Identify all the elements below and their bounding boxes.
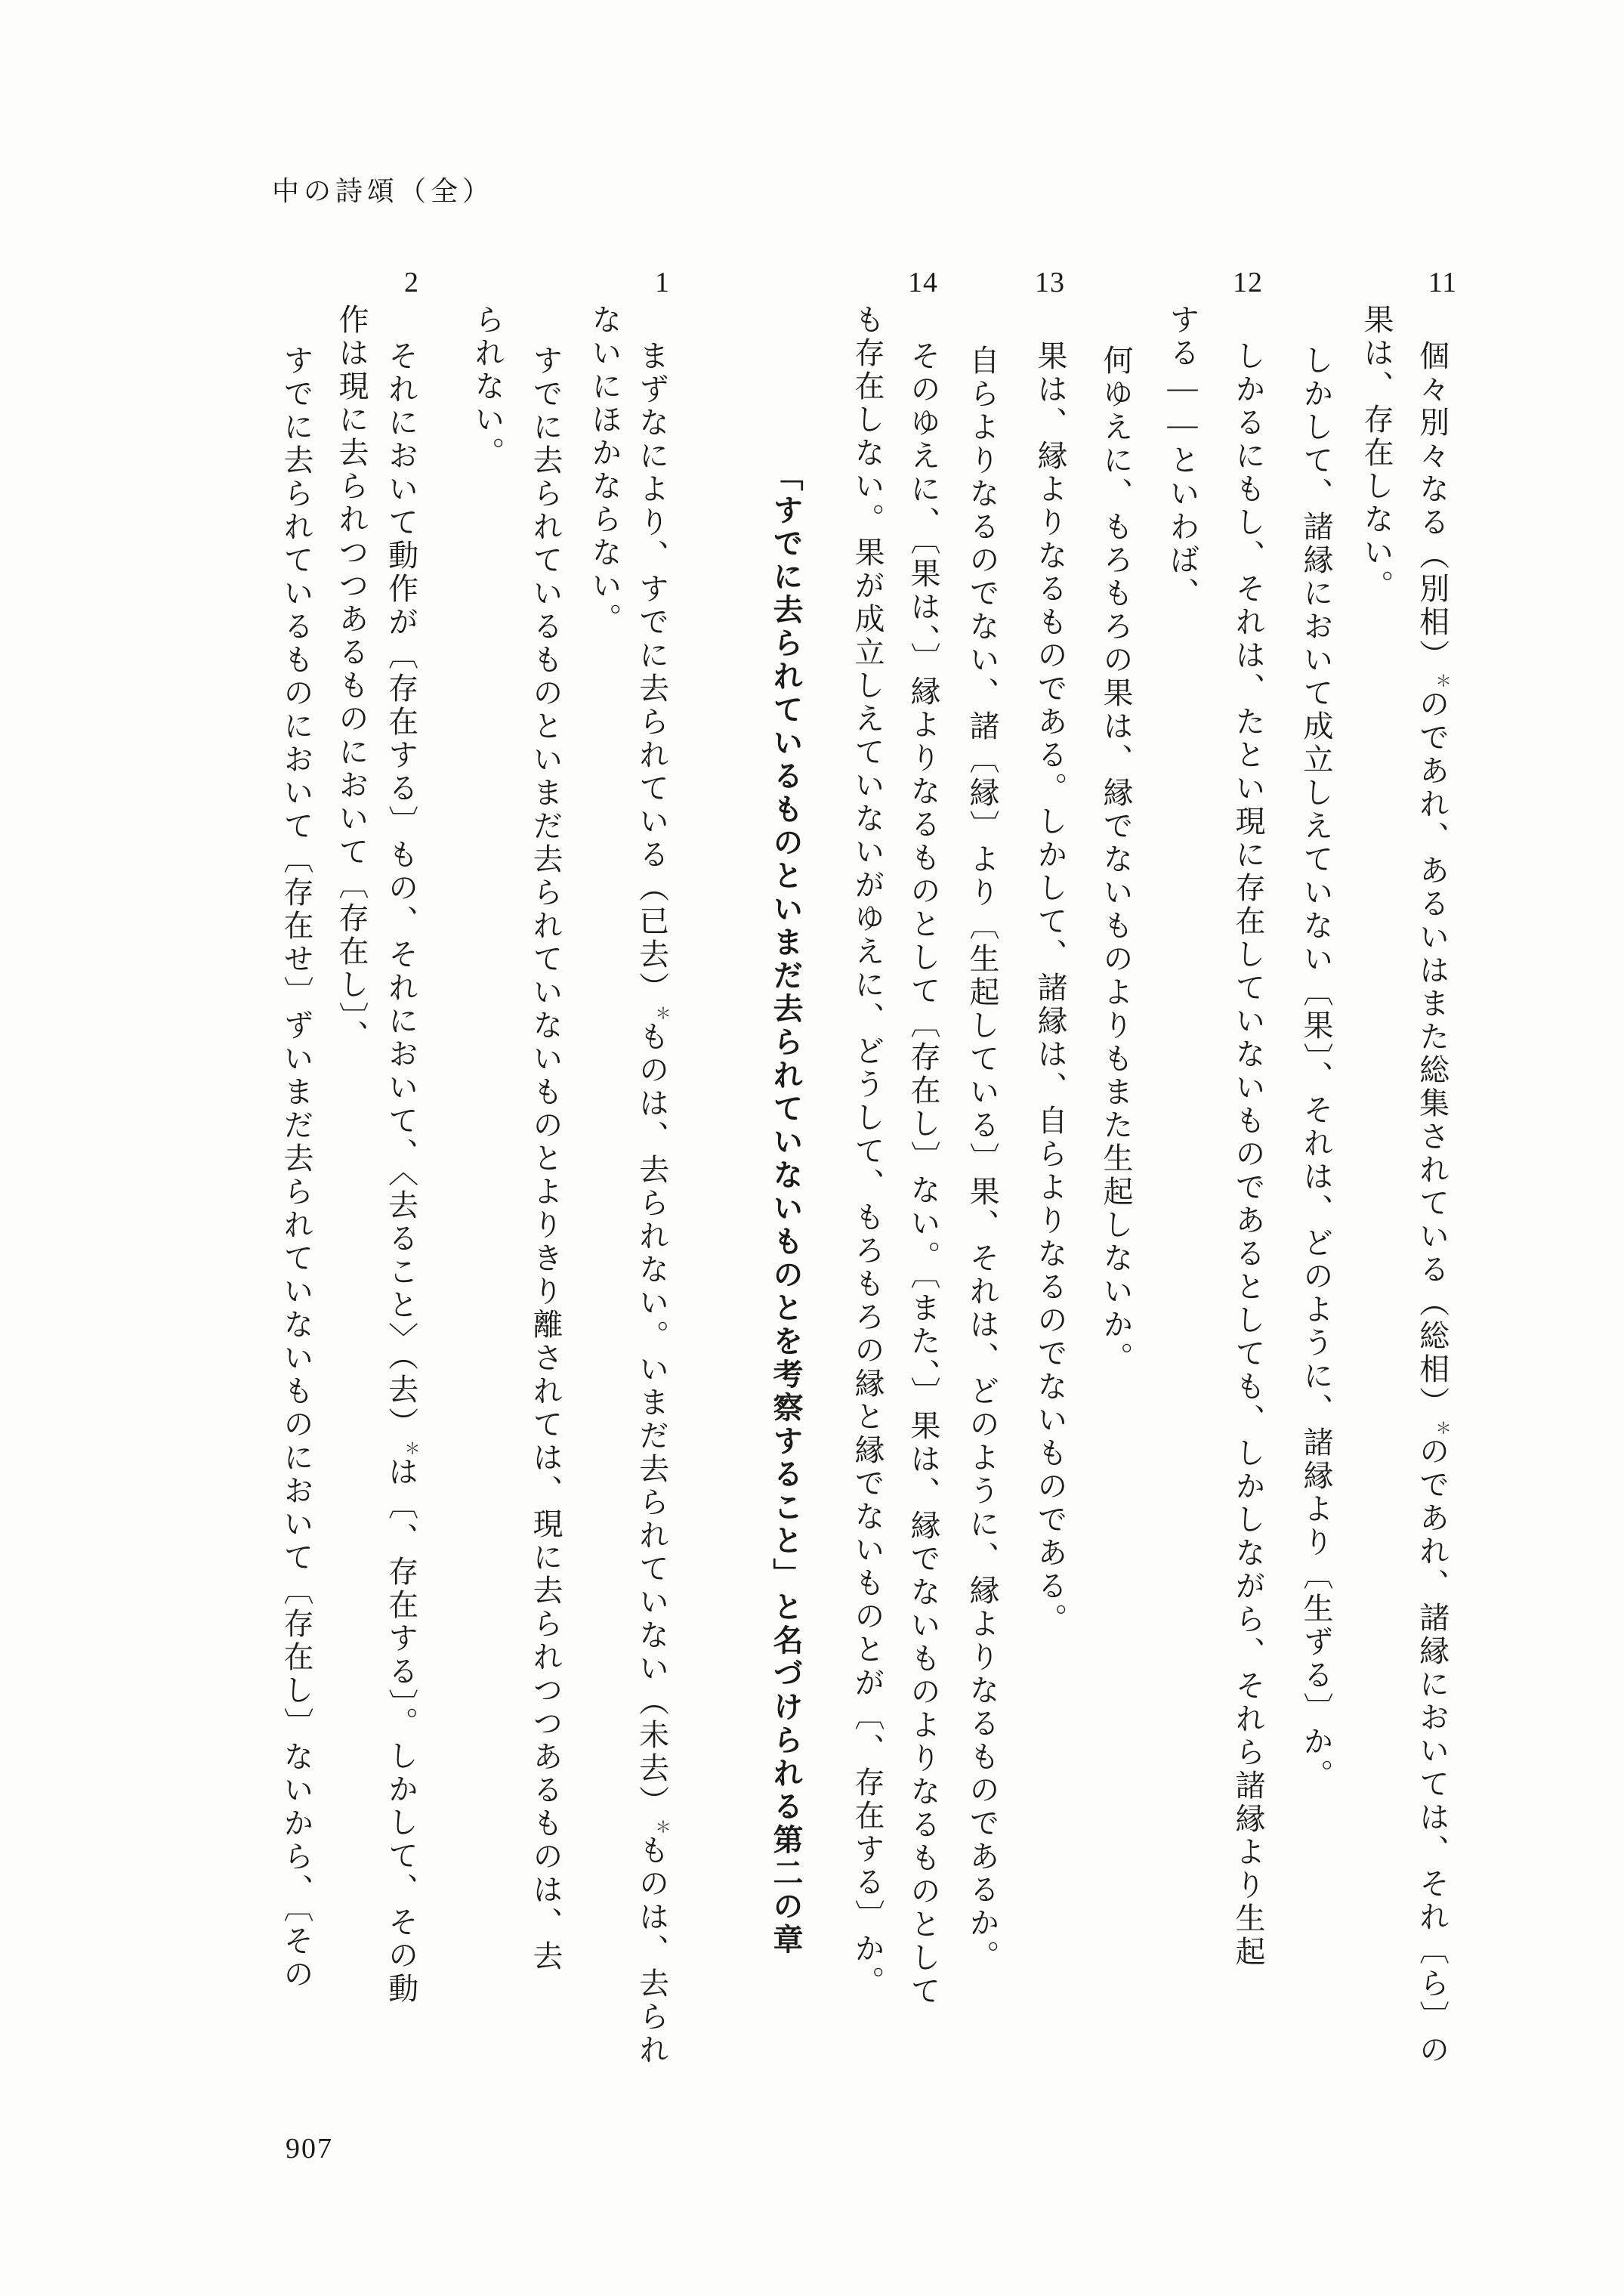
running-header: 中の詩頌（全） [272, 176, 495, 206]
text-segment: ものは、去られない。いまだ去られていない（未去） [634, 1021, 669, 1819]
page-number: 907 [286, 2133, 333, 2165]
verse-text-column [1358, 304, 1394, 2040]
text-segment: それにおいて動作が〔存在する〕もの、それにおいて、〈去ること〉（去） [384, 340, 418, 1440]
chapter-heading-column [767, 461, 804, 2040]
verse-text-column [527, 345, 563, 2040]
verse-text-column [384, 340, 430, 2040]
verse-text-column [1098, 345, 1134, 2040]
text-segment: 個々別々なる（別相） [1415, 340, 1450, 672]
footnote-mark: ＊ [403, 1440, 421, 1456]
verse-text-column [1230, 340, 1266, 2040]
text-segment: られない。 [471, 304, 505, 470]
verse-text-column [634, 340, 681, 2067]
verse-text-column [586, 304, 622, 2040]
text-segment: ないにほかならない。 [588, 304, 622, 636]
text-segment: のであれ、諸縁においては、それ〔ら〕の [1415, 1435, 1450, 2067]
verse-number: 14 [908, 267, 938, 298]
text-segment: 「すでに去られているものといまだ去られていないものとを考察すること」と名づけられる第二の章 [769, 461, 803, 1957]
verse-text-column [469, 304, 505, 2040]
verse-number: 2 [404, 267, 419, 298]
verse-text-column [333, 304, 369, 2040]
text-segment: しかるにもし、それは、たとい現に存在していないものであるとしても、しかしながら、それら諸縁より生起 [1231, 340, 1265, 1969]
verse-text-column [905, 340, 941, 2040]
footnote-mark: ＊ [1434, 672, 1452, 688]
text-segment: 果は、存在しない。 [1360, 304, 1394, 603]
text-segment: ものは、去られ [634, 1834, 669, 2067]
text-segment: そのゆえに、〔果は、〕縁よりなるものとして〔存在し〕ない。〔また、〕果は、縁でないものよりなるものとして [906, 340, 940, 2008]
verse-text-column [964, 345, 1000, 2040]
verse-text-column [1298, 345, 1334, 2040]
text-segment: のであれ、あるいはまた総集されている（総相） [1415, 688, 1450, 1420]
verse-text-column [278, 345, 314, 2040]
verse-number: 1 [655, 267, 670, 298]
verse-text-column [1164, 304, 1200, 2040]
text-segment: も存在しない。果が成立しえていないがゆえに、どうして、もろもろの縁と縁でないものとが〔、存在する〕か。 [851, 304, 885, 1999]
text-segment: しかして、諸縁において成立しえていない〔果〕、それは、どのように、諸縁より〔生ずる〕か。 [1299, 345, 1333, 1792]
text-segment: 果は、縁よりなるものである。しかして、諸縁は、自らよりなるのでないものである。 [1033, 340, 1067, 1636]
verse-text-column [1415, 340, 1461, 2067]
text-segment: すでに去られているものにおいて〔存在せ〕ずいまだ去られていないものにおいて〔存在し〕ないから、〔その [279, 345, 313, 1992]
verse-text-column [849, 304, 885, 2040]
text-segment: 作は現に去られつつあるものにおいて〔存在し〕、 [335, 304, 369, 1053]
verse-text-column [1032, 340, 1068, 2040]
text-segment: は〔、存在する〕。しかして、その動 [384, 1456, 418, 2006]
text-segment: 自らよりなるのでない、諸〔縁〕より〔生起している〕果、それは、どのように、縁よりなるものであるか。 [965, 345, 999, 1973]
verse-number: 13 [1035, 267, 1065, 298]
text-segment: 何ゆえに、もろもろの果は、縁でないものよりもまた生起しないか。 [1099, 345, 1133, 1375]
text-segment: まずなにより、すでに去られている（已去） [634, 340, 669, 1005]
footnote-mark: ＊ [653, 1819, 672, 1834]
verse-number: 11 [1428, 267, 1458, 298]
footnote-mark: ＊ [1434, 1420, 1452, 1435]
footnote-mark: ＊ [653, 1005, 672, 1021]
text-segment: すでに去られているものといまだ去られていないものとよりきり離されては、現に去られつつあるものは、去 [529, 345, 563, 1973]
verse-number: 12 [1233, 267, 1263, 298]
text-segment: する——といわば、 [1166, 304, 1199, 610]
